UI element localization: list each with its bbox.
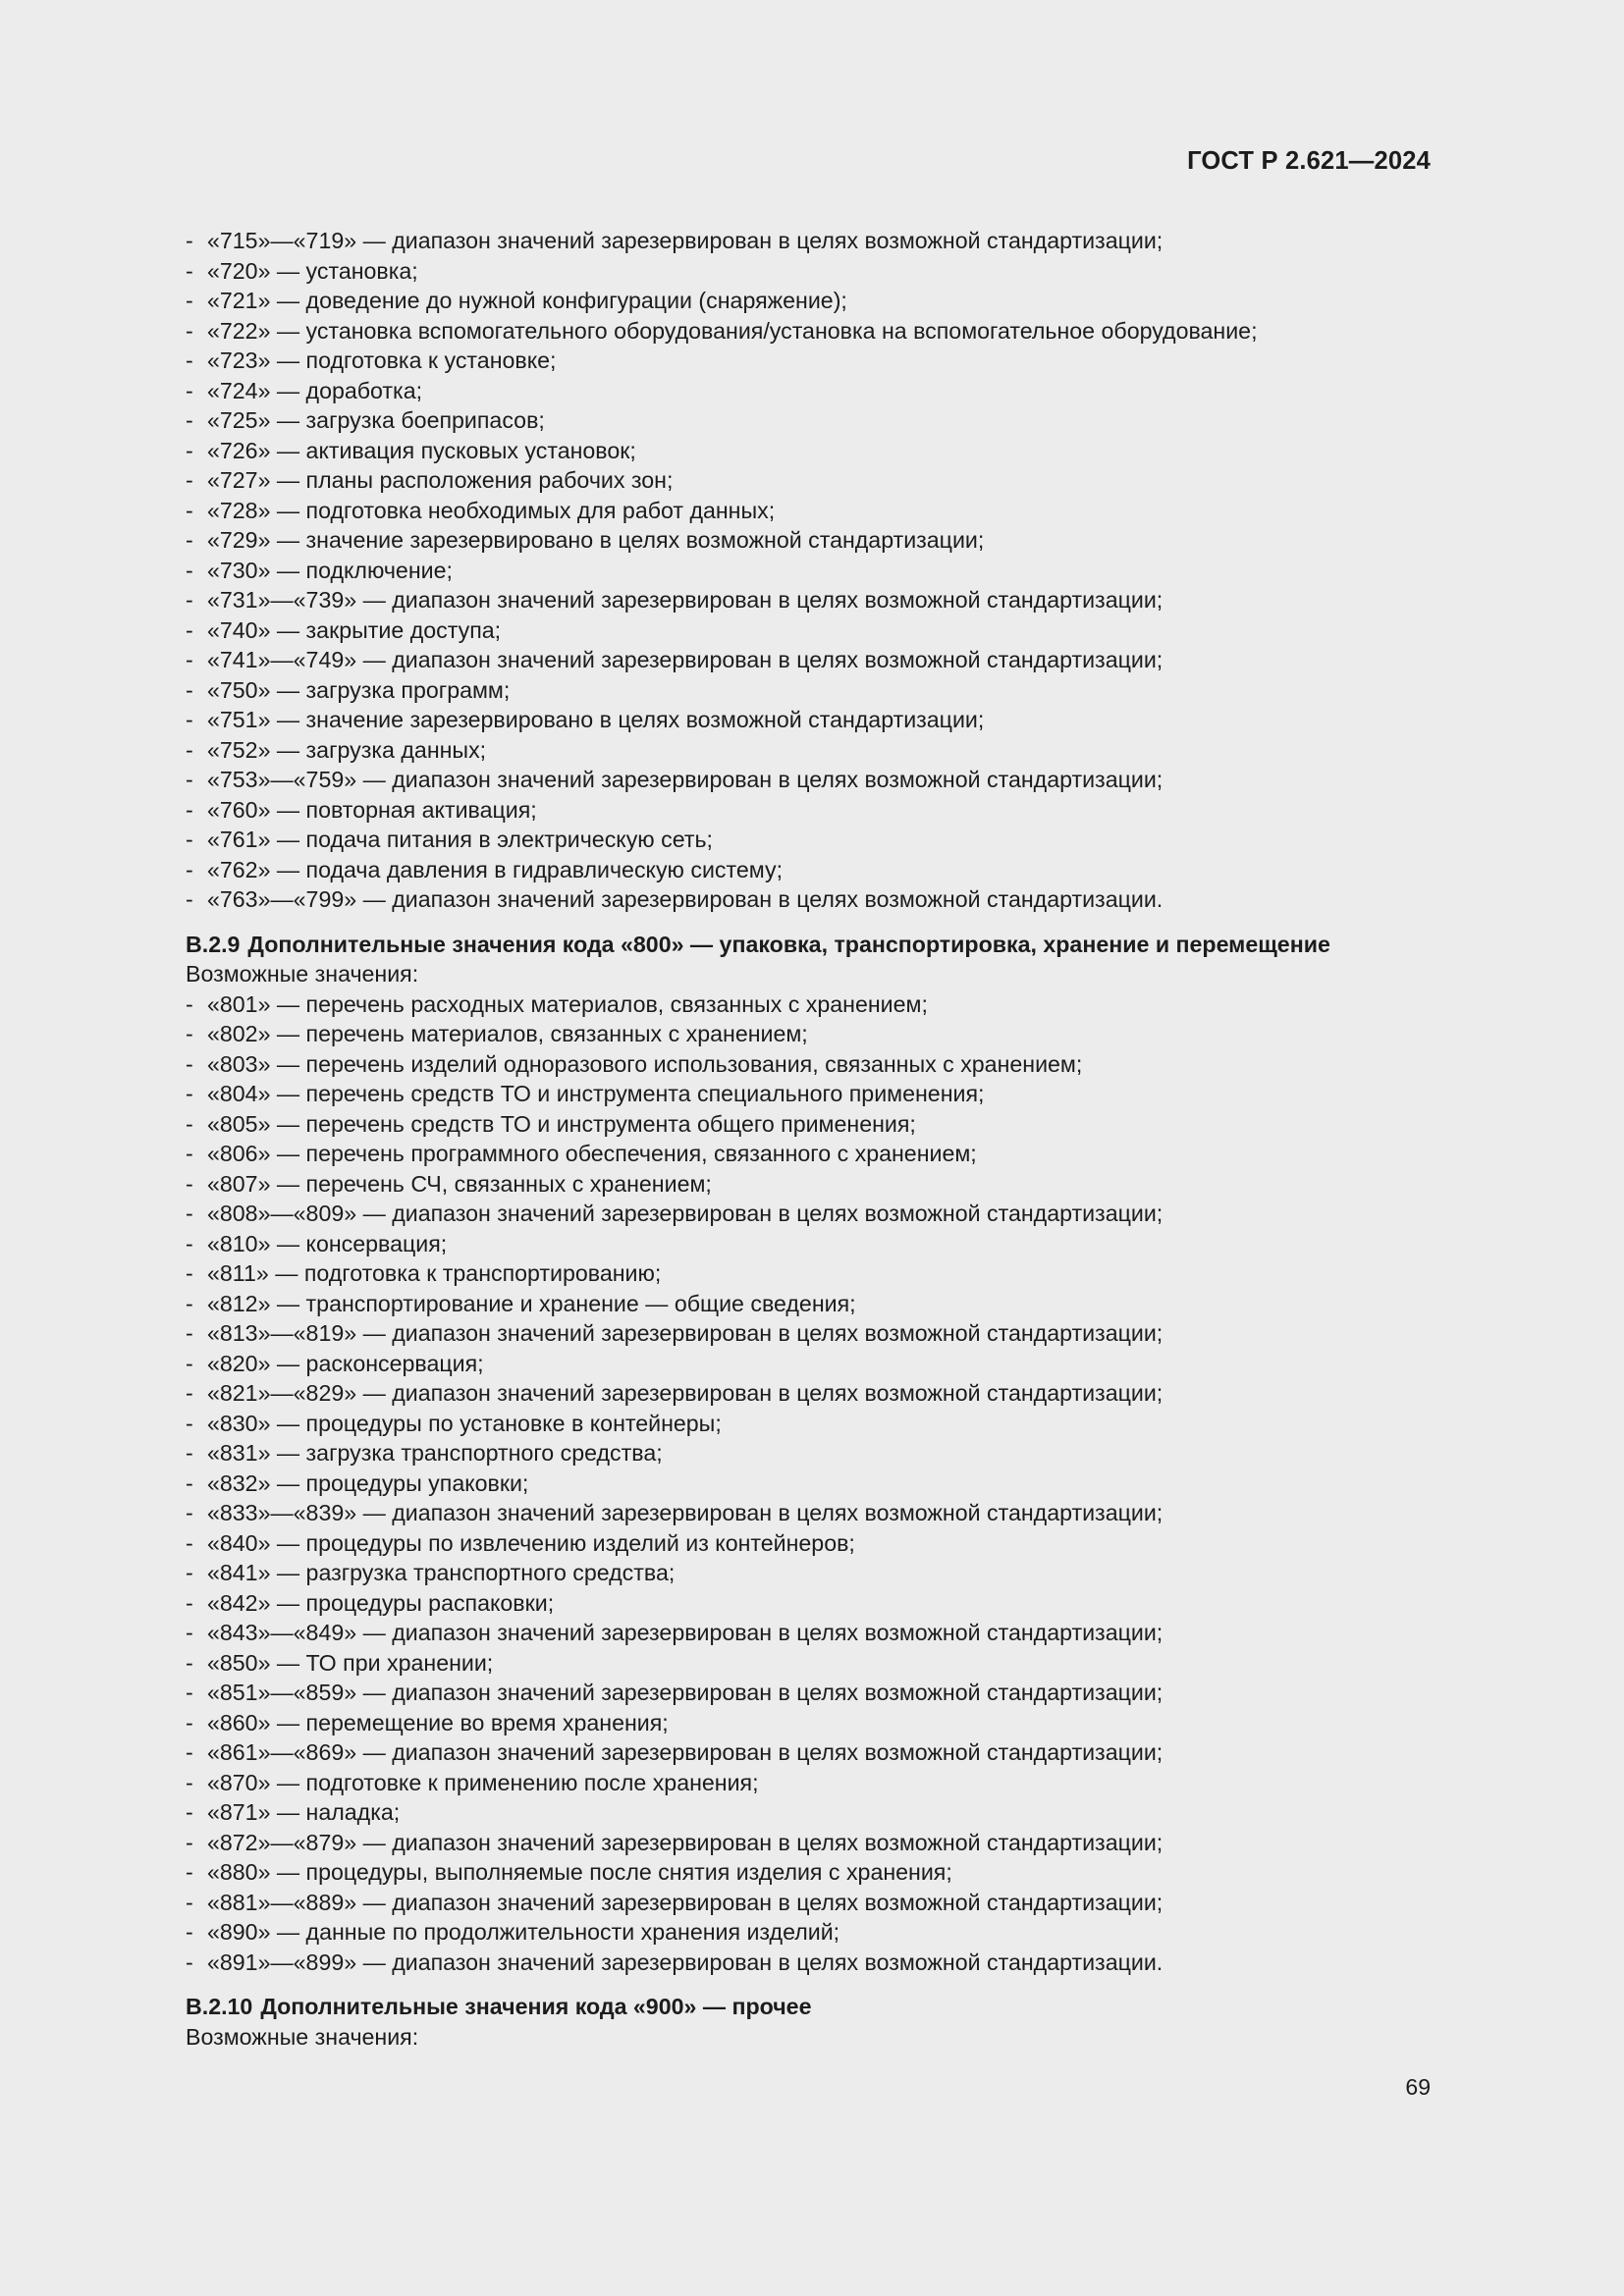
list-item: - «872»—«879» — диапазон значений зарезервирован в целях возможной стандартизации; xyxy=(186,1828,1452,1858)
list-item: - «740» — закрытие доступа; xyxy=(186,615,1452,646)
list-item: - «804» — перечень средств ТО и инструмента специального применения; xyxy=(186,1079,1452,1109)
list-item: - «810» — консервация; xyxy=(186,1229,1452,1259)
page-content xyxy=(186,226,1452,2052)
list-item: - «842» — процедуры распаковки; xyxy=(186,1588,1452,1619)
list-item: - «890» — данные по продолжительности хранения изделий; xyxy=(186,1917,1452,1948)
list-item: - «851»—«859» — диапазон значений зарезервирован в целях возможной стандартизации; xyxy=(186,1678,1452,1708)
list-item: - «880» — процедуры, выполняемые после снятия изделия с хранения; xyxy=(186,1857,1452,1888)
list-item: - «750» — загрузка программ; xyxy=(186,675,1452,706)
list-item: - «850» — ТО при хранении; xyxy=(186,1648,1452,1679)
section-title-text: Дополнительные значения кода «900» — прочее xyxy=(260,1994,812,2019)
list-item: - «832» — процедуры упаковки; xyxy=(186,1468,1452,1499)
list-item: - «728» — подготовка необходимых для работ данных; xyxy=(186,496,1452,526)
list-item: - «729» — значение зарезервировано в целях возможной стандартизации; xyxy=(186,525,1452,556)
list-item: - «726» — активация пусковых установок; xyxy=(186,436,1452,466)
list-item: - «860» — перемещение во время хранения; xyxy=(186,1708,1452,1738)
section-heading-b29 xyxy=(186,930,1452,960)
list-item: - «812» — транспортирование и хранение — общие сведения; xyxy=(186,1289,1452,1319)
list-item: - «871» — наладка; xyxy=(186,1797,1452,1828)
list-item: - «751» — значение зарезервировано в целях возможной стандартизации; xyxy=(186,705,1452,735)
section-intro: Возможные значения: xyxy=(186,961,419,987)
list-item: - «741»—«749» — диапазон значений зарезервирован в целях возможной стандартизации; xyxy=(186,645,1452,675)
list-item: - «722» — установка вспомогательного оборудования/установка на вспомогательное оборудование; xyxy=(186,316,1452,347)
list-item: - «820» — расконсервация; xyxy=(186,1349,1452,1379)
list-item: - «763»—«799» — диапазон значений зарезервирован в целях возможной стандартизации. xyxy=(186,884,1452,915)
list-item: - «720» — установка; xyxy=(186,256,1452,287)
list-item: - «731»—«739» — диапазон значений зарезервирован в целях возможной стандартизации; xyxy=(186,585,1452,615)
list-item: - «841» — разгрузка транспортного средства; xyxy=(186,1558,1452,1588)
list-item: - «830» — процедуры по установке в контейнеры; xyxy=(186,1409,1452,1439)
list-item: - «752» — загрузка данных; xyxy=(186,735,1452,766)
list-item: - «801» — перечень расходных материалов, связанных с хранением; xyxy=(186,989,1452,1020)
section-number: В.2.9 xyxy=(186,931,241,957)
list-item: - «861»—«869» — диапазон значений зарезервирован в целях возможной стандартизации; xyxy=(186,1737,1452,1768)
list-item: - «821»—«829» — диапазон значений зарезервирован в целях возможной стандартизации; xyxy=(186,1378,1452,1409)
code-list-700 xyxy=(186,226,1452,915)
list-item: - «831» — загрузка транспортного средства; xyxy=(186,1438,1452,1468)
list-item: - «730» — подключение; xyxy=(186,556,1452,586)
list-item: - «725» — загрузка боеприпасов; xyxy=(186,405,1452,436)
list-item: - «802» — перечень материалов, связанных с хранением; xyxy=(186,1019,1452,1049)
list-item: - «762» — подача давления в гидравлическую систему; xyxy=(186,855,1452,885)
list-item: - «805» — перечень средств ТО и инструмента общего применения; xyxy=(186,1109,1452,1140)
list-item: - «807» — перечень СЧ, связанных с хранением; xyxy=(186,1169,1452,1200)
list-item: - «715»—«719» — диапазон значений зарезервирован в целях возможной стандартизации; xyxy=(186,226,1452,256)
section-title-text: Дополнительные значения кода «800» — упаковка, транспортировка, хранение и перемещение xyxy=(247,931,1330,957)
section-intro: Возможные значения: xyxy=(186,2023,419,2050)
list-item: - «881»—«889» — диапазон значений зарезервирован в целях возможной стандартизации; xyxy=(186,1888,1452,1918)
list-item: - «843»—«849» — диапазон значений зарезервирован в целях возможной стандартизации; xyxy=(186,1618,1452,1648)
list-item: - «753»—«759» — диапазон значений зарезервирован в целях возможной стандартизации; xyxy=(186,765,1452,795)
section-heading-b210 xyxy=(186,1992,1452,2022)
list-item: - «813»—«819» — диапазон значений зарезервирован в целях возможной стандартизации; xyxy=(186,1318,1452,1349)
list-item: - «891»—«899» — диапазон значений зарезервирован в целях возможной стандартизации. xyxy=(186,1948,1452,1978)
list-item: - «723» — подготовка к установке; xyxy=(186,346,1452,376)
list-item: - «840» — процедуры по извлечению изделий из контейнеров; xyxy=(186,1528,1452,1559)
list-item: - «806» — перечень программного обеспечения, связанного с хранением; xyxy=(186,1139,1452,1169)
list-item: - «870» — подготовке к применению после хранения; xyxy=(186,1768,1452,1798)
list-item: - «727» — планы расположения рабочих зон; xyxy=(186,465,1452,496)
list-item: - «833»—«839» — диапазон значений зарезервирован в целях возможной стандартизации; xyxy=(186,1498,1452,1528)
list-item: - «761» — подача питания в электрическую сеть; xyxy=(186,825,1452,855)
code-list-800 xyxy=(186,989,1452,1978)
list-item: - «721» — доведение до нужной конфигурации (снаряжение); xyxy=(186,286,1452,316)
document-code-header: ГОСТ Р 2.621—2024 xyxy=(1187,147,1431,175)
list-item: - «803» — перечень изделий одноразового использования, связанных с хранением; xyxy=(186,1049,1452,1080)
page-number: 69 xyxy=(1405,2074,1431,2100)
section-number: В.2.10 xyxy=(186,1994,253,2019)
list-item: - «724» — доработка; xyxy=(186,376,1452,406)
list-item: - «811» — подготовка к транспортированию; xyxy=(186,1258,1452,1289)
list-item: - «808»—«809» — диапазон значений зарезервирован в целях возможной стандартизации; xyxy=(186,1199,1452,1229)
list-item: - «760» — повторная активация; xyxy=(186,795,1452,826)
